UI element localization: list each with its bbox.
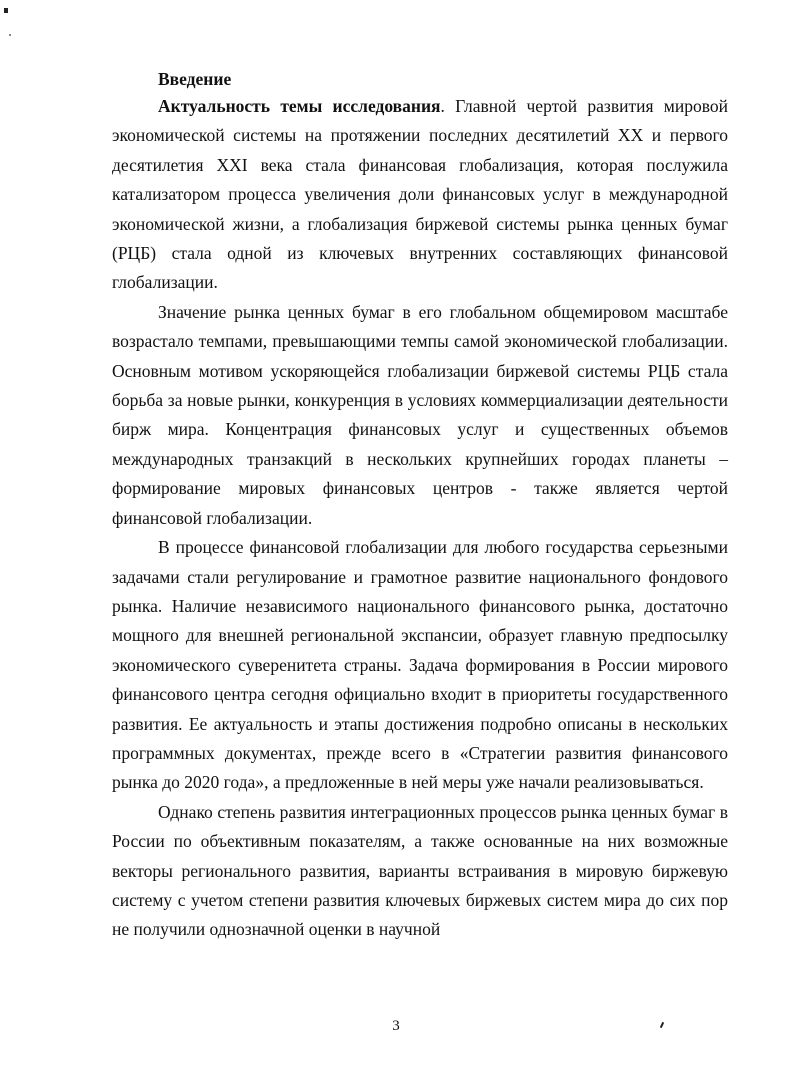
paragraph-1 bbox=[112, 92, 728, 298]
paragraph-4: Однако степень развития интеграционных процессов рынка ценных бумаг в России по объективным показателям, а также основанные на них возможные векторы регионального развития, варианты встраивания в мировую биржевую систему с учетом степени развития ключевых биржевых систем мира до сих пор не получили однозначной оценки в научной bbox=[112, 801, 728, 940]
paragraph-3: В процессе финансовой глобализации для любого государства серьезными задачами стали регулирование и грамотное развитие национального фондового рынка. Наличие независимого национального финансового рынка, достаточно мощного для внешней региональной экспансии, образует главную предпосылку экономического суверенитета страны. Задача формирования в России мирового финансового центра сегодня официально входит в приоритеты государственного развития. Ее актуальность и этапы достижения подробно описаны в нескольких программных документах, прежде всего в «Стратегии развития финансового рынка до 2020 года», а предложенные в ней меры уже начали реализовываться. bbox=[112, 537, 728, 793]
scan-artifact bbox=[9, 34, 11, 36]
scan-artifact bbox=[4, 8, 8, 13]
paragraph-text: . Главной чертой развития мировой экономической системы на протяжении последних десятилетий XX и первого десятилетия XXI века стала финансовая глобализация, которая послужила катализатором процесса увеличения доли финансовых услуг в международной экономической жизни, а глобализация биржевой системы рынка ценных бумаг (РЦБ) стала одной из ключевых внутренних составляющих финансовой глобализации. bbox=[112, 96, 728, 293]
paragraph-lead: Актуальность темы исследования bbox=[158, 96, 441, 116]
paragraph-2: Значение рынка ценных бумаг в его глобальном общемировом масштабе возрастало темпами, превышающими темпы самой экономической глобализации. Основным мотивом ускоряющейся глобализации биржевой системы РЦБ стала борьба за новые рынки, конкуренция в условиях коммерциализации деятельности бирж мира. Концентрация финансовых услуг и существенных объемов международных транзакций в нескольких крупнейших городах планеты – формирование мировых финансовых центров - также является чертой финансовой глобализации. bbox=[112, 301, 728, 528]
section-heading: Введение bbox=[158, 69, 232, 89]
page-number: 3 bbox=[392, 1018, 400, 1034]
document-body bbox=[112, 66, 728, 945]
